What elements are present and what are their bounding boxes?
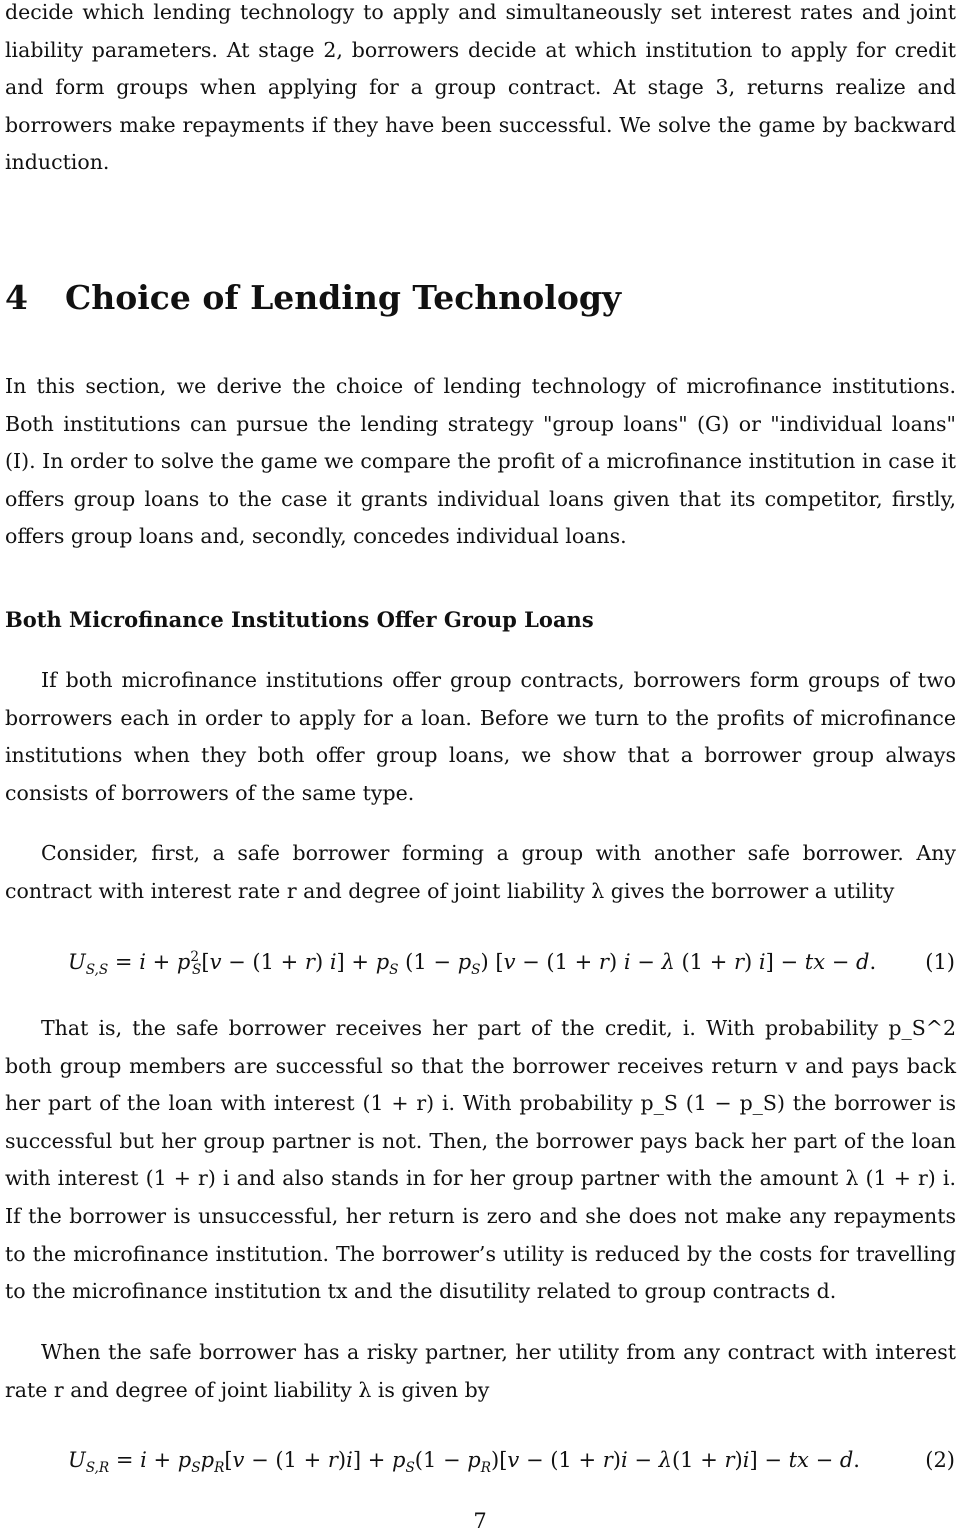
subsection-paragraph-1: If both microfinance institutions offer group contracts, borrowers form groups of two borrowers each in order to apply for a loan. Before we turn to the profits of microfinance institutions when they both offer group loans, we show that a borrower group always consists of borrowers of the same type. — [5, 668, 956, 805]
page-number: 7 — [473, 1509, 487, 1533]
equation-2 — [0, 1440, 960, 1480]
section-title: Choice of Lending Technology — [65, 278, 622, 317]
subsection-paragraph-2: Consider, first, a safe borrower forming a group with another safe borrower. Any contract with interest rate r and degree of joint liability λ gives the borrower a utility — [5, 841, 956, 903]
section-paragraph: In this section, we derive the choice of lending technology of microfinance institutions. Both institutions can pursue the lending strategy "group loans" (G) or "individual loans" (I). In order to solve the game we compare the profit of a microfinance institution in case it offers group loans to the case it grants individual loans given that its competitor, firstly, offers group loans and, secondly, concedes individual loans. — [5, 374, 956, 549]
equation-2-number: (2) — [925, 1448, 955, 1472]
section-heading — [5, 276, 621, 320]
section-number: 4 — [5, 278, 28, 317]
equation-1 — [0, 942, 960, 982]
intro-paragraph: decide which lending technology to apply and simultaneously set interest rates and joint liability parameters. At stage 2, borrowers decide at which institution to apply for credit and form groups when applying for a group contract. At stage 3, returns realize and borrowers make repayments if they have been successful. We solve the game by backward induction. — [5, 0, 956, 175]
subsection-paragraph-3: That is, the safe borrower receives her part of the credit, i. With probability p_S^2 both group members are successful so that the borrower receives return v and pays back her part of the loan with interest (1 + r) i. With probability p_S (1 − p_S) the borrower is successful but her group partner is not. Then, the borrower pays back her part of the loan with interest (1 + r) i and also stands in for her group partner with the amount λ (1 + r) i. If the borrower is unsuccessful, her return is zero and she does not make any repayments to the microfinance institution. The borrower’s utility is reduced by the costs for travelling to the microfinance institution tx and the disutility related to group contracts d. — [5, 1016, 956, 1304]
subsection-paragraph-4: When the safe borrower has a risky partner, her utility from any contract with interest rate r and degree of joint liability λ is given by — [5, 1340, 956, 1402]
equation-1-body: $U_{S,S} = i + p^2_S[v - (1 + r) i] + p_S$ $(1 - p_S)$ [v − (1 + r) i − λ (1 + r) i] − tx − d. — [68, 949, 877, 979]
subsection-title: Both Microfinance Institutions Offer Group Loans — [5, 607, 594, 632]
equation-2-body: $U_{S,R} = i + p_Sp_R[v - (1 + r)i] + p_S(1 - p_R)[v - (1 + r)i - \lambda(1 + r)i]$ − tx − d. — [68, 1448, 860, 1477]
equation-1-number: (1) — [925, 950, 955, 974]
